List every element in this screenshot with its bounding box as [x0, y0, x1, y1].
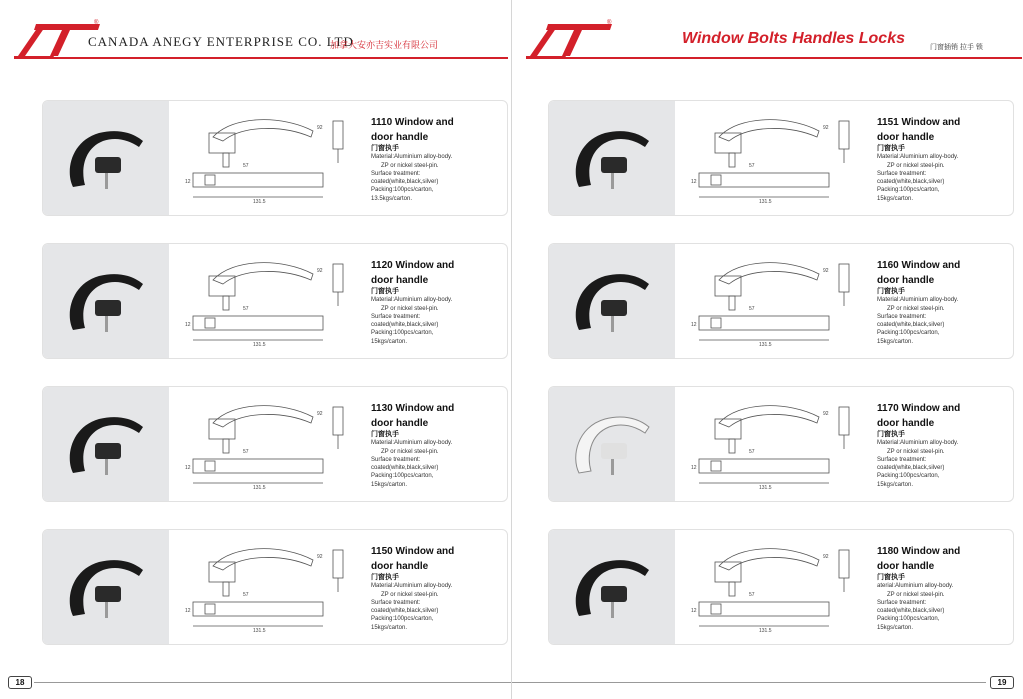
product-title: 1130 Window and — [371, 403, 455, 414]
dim-label: 57 — [243, 449, 249, 455]
material-text: Material:Aluminium alloy-body. — [371, 583, 453, 590]
product-title: 1151 Window and — [877, 117, 961, 128]
technical-drawing — [183, 107, 353, 207]
dim-label: 57 — [243, 592, 249, 598]
dim-label: 57 — [749, 592, 755, 598]
surface-text: Surface treatment: — [371, 599, 421, 606]
packing-text: Packing:100pcs/carton, — [877, 187, 940, 194]
technical-drawing — [689, 536, 859, 636]
page-number-left: 18 — [8, 676, 32, 689]
dim-label: 57 — [749, 306, 755, 312]
product-name-cn: 门窗执手 — [877, 431, 905, 438]
product-name-cn: 门窗执手 — [877, 574, 905, 581]
material-text: Material:Aluminium alloy-body. — [371, 440, 453, 447]
header-rule — [14, 57, 508, 59]
page-number-right: 19 — [990, 676, 1014, 689]
pin-text: ZP or nickel steel-pin. — [887, 591, 945, 598]
surface-text: Surface treatment: — [371, 313, 421, 320]
surface-text: Surface treatment: — [371, 456, 421, 463]
dim-label: 92 — [823, 411, 829, 417]
dim-label: 131.5 — [253, 342, 266, 348]
product-card — [42, 529, 508, 645]
surface-text: Surface treatment: — [877, 599, 927, 606]
dim-label: 131.5 — [253, 628, 266, 634]
company-name: CANADA ANEGY ENTERPRISE CO. LTD — [88, 34, 354, 49]
product-photo — [43, 244, 169, 358]
product-card — [548, 386, 1014, 502]
dim-label: 12 — [185, 179, 191, 185]
left-page — [0, 0, 511, 699]
product-title: 1180 Window and — [877, 546, 961, 557]
product-title: 1170 Window and — [877, 403, 961, 414]
dim-label: 92 — [823, 268, 829, 274]
coated-text: coated(white,black,silver) — [371, 465, 439, 472]
coated-text: coated(white,black,silver) — [877, 179, 945, 186]
dim-label: 92 — [823, 125, 829, 131]
dim-label: 12 — [691, 322, 697, 328]
product-card — [42, 386, 508, 502]
material-text: Material:Aluminium alloy-body. — [371, 297, 453, 304]
carton-text: 15kgs/carton. — [877, 195, 914, 202]
product-title-line2: door handle — [877, 418, 935, 429]
carton-text: 15kgs/carton. — [371, 338, 408, 345]
dim-label: 57 — [243, 306, 249, 312]
pin-text: ZP or nickel steel-pin. — [887, 305, 945, 312]
packing-text: Packing:100pcs/carton, — [877, 616, 940, 623]
packing-text: Packing:100pcs/carton, — [371, 473, 434, 480]
coated-text: coated(white,black,silver) — [371, 179, 439, 186]
technical-drawing — [689, 393, 859, 493]
product-info — [371, 258, 481, 346]
dim-label: 131.5 — [759, 628, 772, 634]
registered-mark: ® — [607, 20, 612, 26]
carton-text: 15kgs/carton. — [877, 338, 914, 345]
dim-label: 57 — [749, 449, 755, 455]
product-photo — [43, 387, 169, 501]
dim-label: 12 — [185, 465, 191, 471]
product-title-line2: door handle — [877, 275, 935, 286]
product-card — [548, 100, 1014, 216]
handle-icon — [43, 387, 169, 501]
product-photo — [549, 530, 675, 644]
technical-drawing — [183, 536, 353, 636]
product-card — [42, 100, 508, 216]
product-info — [371, 115, 481, 203]
dim-label: 12 — [185, 608, 191, 614]
dim-label: 92 — [317, 268, 323, 274]
coated-text: coated(white,black,silver) — [877, 608, 945, 615]
footer-rule — [34, 682, 511, 683]
dim-label: 12 — [691, 608, 697, 614]
product-card — [42, 243, 508, 359]
packing-text: Packing:100pcs/carton, — [877, 473, 940, 480]
product-info — [877, 258, 987, 346]
product-photo — [43, 101, 169, 215]
material-text: Material:Aluminium alloy-body. — [371, 154, 453, 161]
header-rule — [526, 57, 1022, 59]
dim-label: 131.5 — [253, 199, 266, 205]
product-title-line2: door handle — [371, 275, 429, 286]
product-title-line2: door handle — [877, 132, 935, 143]
carton-text: 15kgs/carton. — [877, 481, 914, 488]
carton-text: 15kgs/carton. — [877, 624, 914, 631]
dim-label: 12 — [691, 465, 697, 471]
carton-text: 15kgs/carton. — [371, 624, 408, 631]
product-card — [548, 243, 1014, 359]
technical-drawing — [183, 250, 353, 350]
footer-rule — [512, 682, 986, 683]
dim-label: 92 — [317, 554, 323, 560]
product-photo — [549, 244, 675, 358]
product-name-cn: 门窗执手 — [371, 431, 399, 438]
carton-text: 15kgs/carton. — [371, 481, 408, 488]
company-logo-icon — [526, 22, 612, 58]
technical-drawing — [689, 107, 859, 207]
handle-icon — [43, 244, 169, 358]
registered-mark: ® — [94, 20, 99, 26]
series-title: Window Bolts Handles Locks — [682, 30, 905, 47]
handle-icon — [43, 530, 169, 644]
pin-text: ZP or nickel steel-pin. — [381, 162, 439, 169]
product-info — [371, 544, 481, 632]
surface-text: Surface treatment: — [877, 456, 927, 463]
dim-label: 92 — [317, 411, 323, 417]
coated-text: coated(white,black,silver) — [877, 465, 945, 472]
handle-icon — [549, 530, 675, 644]
dim-label: 12 — [185, 322, 191, 328]
right-page — [512, 0, 1023, 699]
material-text: aterial:Aluminium alloy-body. — [877, 583, 954, 590]
product-title: 1110 Window and — [371, 117, 454, 128]
product-photo — [549, 387, 675, 501]
packing-text: Packing:100pcs/carton, — [877, 330, 940, 337]
pin-text: ZP or nickel steel-pin. — [887, 448, 945, 455]
product-title-line2: door handle — [371, 561, 429, 572]
product-title-line2: door handle — [371, 132, 429, 143]
material-text: Material:Aluminium alloy-body. — [877, 440, 959, 447]
dim-label: 131.5 — [253, 485, 266, 491]
material-text: Material:Aluminium alloy-body. — [877, 154, 959, 161]
packing-text: Packing:100pcs/carton, — [371, 616, 434, 623]
dim-label: 131.5 — [759, 485, 772, 491]
product-card — [548, 529, 1014, 645]
product-name-cn: 门窗执手 — [877, 288, 905, 295]
dim-label: 131.5 — [759, 342, 772, 348]
pin-text: ZP or nickel steel-pin. — [381, 448, 439, 455]
pin-text: ZP or nickel steel-pin. — [381, 591, 439, 598]
surface-text: Surface treatment: — [877, 313, 927, 320]
product-photo — [43, 530, 169, 644]
surface-text: Surface treatment: — [371, 170, 421, 177]
dim-label: 57 — [243, 163, 249, 169]
handle-icon — [549, 101, 675, 215]
handle-icon — [43, 101, 169, 215]
product-title-line2: door handle — [877, 561, 935, 572]
pin-text: ZP or nickel steel-pin. — [887, 162, 945, 169]
carton-text: 13.5kgs/carton. — [371, 195, 413, 202]
product-name-cn: 门窗执手 — [371, 145, 399, 152]
material-text: Material:Aluminium alloy-body. — [877, 297, 959, 304]
series-title-cn: 门窗插销 拉手 锁 — [930, 44, 983, 51]
coated-text: coated(white,black,silver) — [877, 322, 945, 329]
product-photo — [549, 101, 675, 215]
product-info — [877, 115, 987, 203]
packing-text: Packing:100pcs/carton, — [371, 330, 434, 337]
product-title-line2: door handle — [371, 418, 429, 429]
product-name-cn: 门窗执手 — [877, 145, 905, 152]
dim-label: 131.5 — [759, 199, 772, 205]
product-title: 1150 Window and — [371, 546, 455, 557]
coated-text: coated(white,black,silver) — [371, 322, 439, 329]
dim-label: 57 — [749, 163, 755, 169]
product-info — [877, 401, 987, 489]
product-name-cn: 门窗执手 — [371, 288, 399, 295]
dim-label: 92 — [317, 125, 323, 131]
technical-drawing — [183, 393, 353, 493]
packing-text: Packing:100pcs/carton, — [371, 187, 434, 194]
product-title: 1120 Window and — [371, 260, 455, 271]
dim-label: 12 — [691, 179, 697, 185]
coated-text: coated(white,black,silver) — [371, 608, 439, 615]
company-name-cn: 加拿大安亦吉实业有限公司 — [330, 40, 439, 50]
product-title: 1160 Window and — [877, 260, 961, 271]
product-name-cn: 门窗执手 — [371, 574, 399, 581]
surface-text: Surface treatment: — [877, 170, 927, 177]
handle-icon — [549, 244, 675, 358]
dim-label: 92 — [823, 554, 829, 560]
product-info — [877, 544, 987, 632]
technical-drawing — [689, 250, 859, 350]
product-info — [371, 401, 481, 489]
handle-icon — [549, 387, 675, 501]
pin-text: ZP or nickel steel-pin. — [381, 305, 439, 312]
